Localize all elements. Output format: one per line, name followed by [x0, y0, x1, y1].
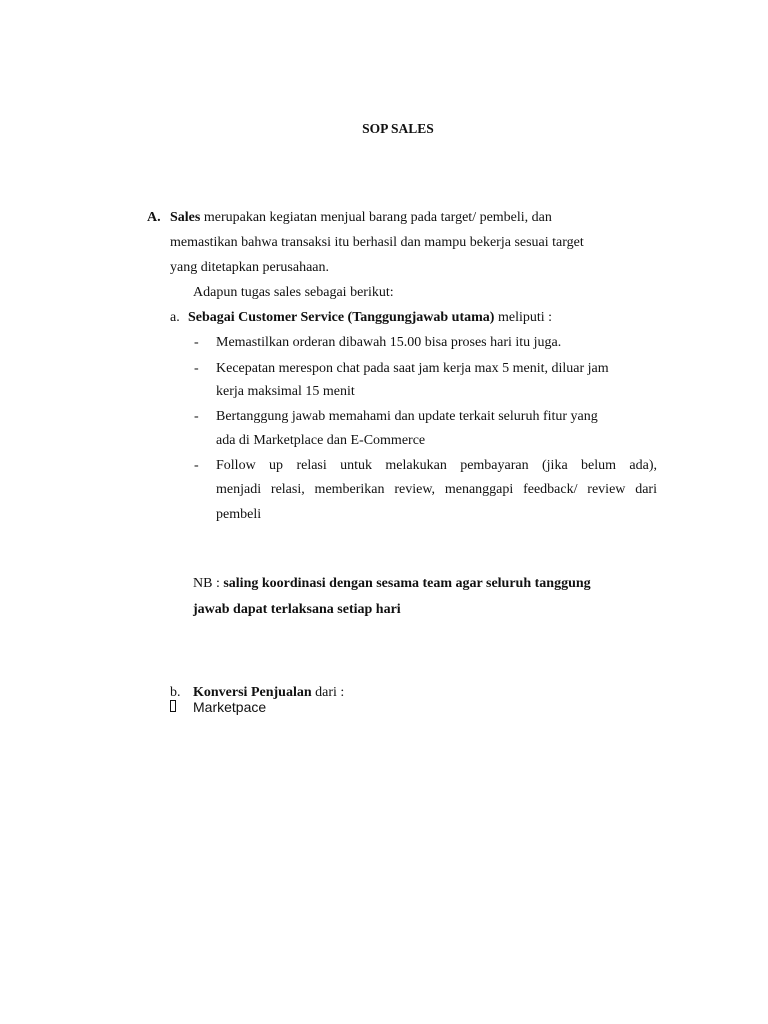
section-a-lead-rest: merupakan kegiatan menjual barang pada target/ pembeli, dan	[200, 210, 552, 225]
sub-b-heading-rest: dari :	[311, 685, 345, 700]
document-title: SOP SALES	[362, 121, 434, 136]
sub-b-bullet-item: Marketpace	[193, 699, 267, 715]
section-a-lead-bold: Sales	[170, 210, 201, 225]
list-item-dash: -	[194, 335, 199, 350]
nb-line-2: jawab dapat terlaksana setiap hari	[193, 602, 401, 617]
nb-text-bold: saling koordinasi dengan sesama team agar seluruh tanggung	[223, 576, 591, 591]
nb-line-1	[193, 577, 591, 591]
list-item-text: kerja maksimal 15 menit	[216, 384, 355, 399]
section-a-marker: A.	[147, 210, 161, 225]
sub-b-marker: b.	[170, 685, 181, 700]
section-a-line-3: yang ditetapkan perusahaan.	[170, 260, 329, 275]
sub-a-heading-bold: Sebagai Customer Service (Tanggungjawab utama)	[188, 310, 495, 325]
sub-a-heading	[188, 311, 552, 325]
list-item-text: Memastilkan orderan dibawah 15.00 bisa proses hari itu juga.	[216, 335, 562, 350]
nb-label: NB :	[193, 576, 224, 591]
list-item-dash: -	[194, 409, 199, 424]
list-item-text: ada di Marketplace dan E-Commerce	[216, 433, 426, 448]
list-item-dash: -	[194, 361, 199, 376]
list-item-text: pembeli	[216, 507, 262, 522]
square-bullet-icon	[170, 700, 176, 716]
sub-b-heading-bold: Konversi Penjualan	[193, 685, 312, 700]
section-a-line-1	[170, 211, 552, 225]
list-item-text: menjadi relasi, memberikan review, menanggapi feedback/ review dari	[216, 482, 657, 497]
section-a-line-2: memastikan bahwa transaksi itu berhasil dan mampu bekerja sesuai target	[170, 235, 584, 250]
list-item-text: Follow up relasi untuk melakukan pembayaran (jika belum ada),	[216, 458, 657, 473]
sub-a-heading-rest: meliputi :	[494, 310, 553, 325]
sub-b-heading	[193, 686, 344, 700]
sub-a-marker: a.	[170, 310, 180, 325]
section-a-intro: Adapun tugas sales sebagai berikut:	[193, 285, 394, 300]
list-item-text: Kecepatan merespon chat pada saat jam kerja max 5 menit, diluar jam	[216, 361, 609, 376]
list-item-text: Bertanggung jawab memahami dan update terkait seluruh fitur yang	[216, 409, 598, 424]
list-item-dash: -	[194, 458, 199, 473]
